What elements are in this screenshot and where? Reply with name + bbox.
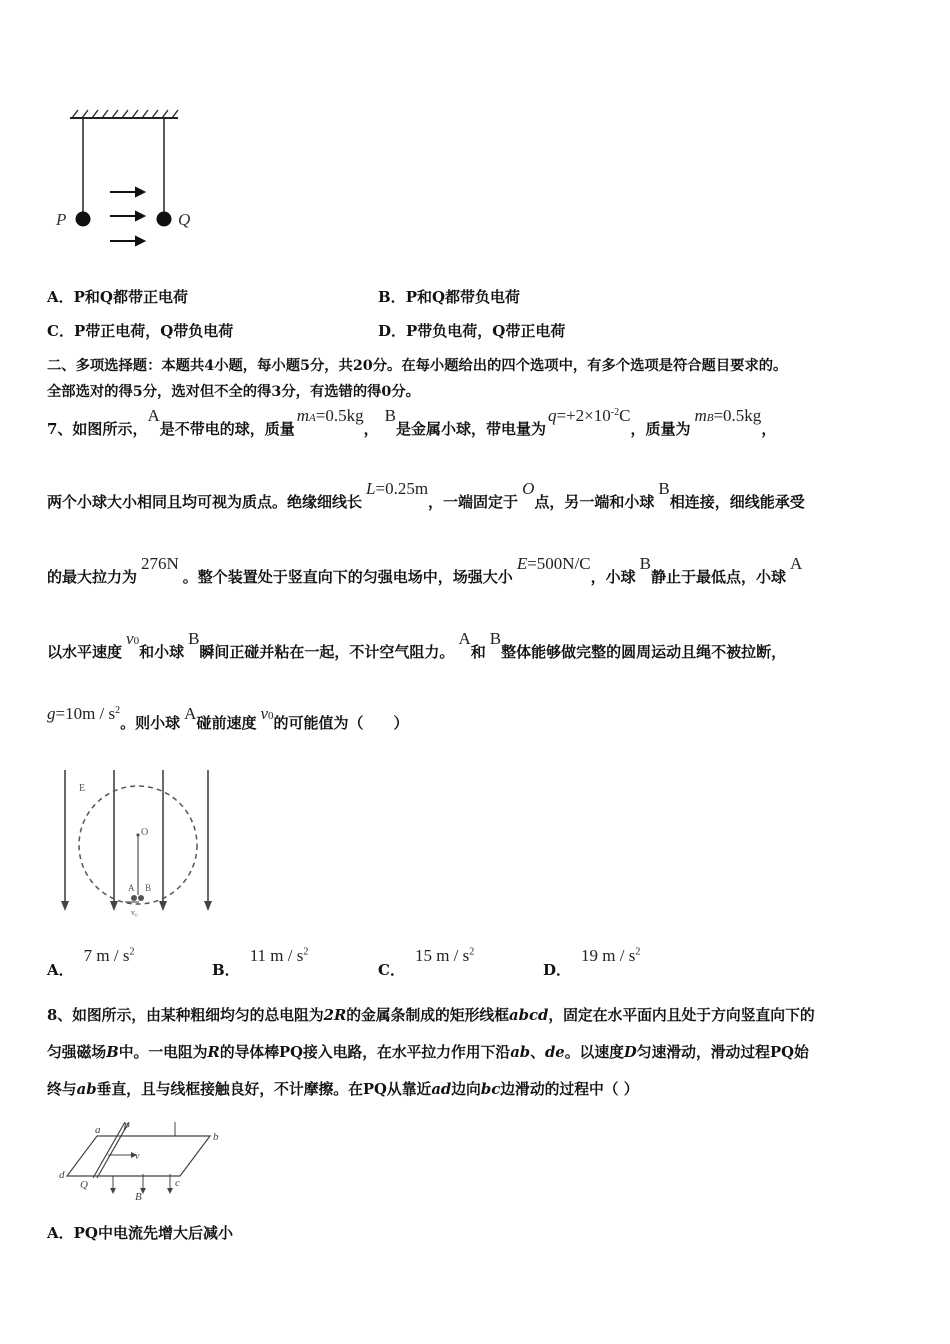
label-c: c	[175, 1177, 180, 1189]
field-lines	[65, 770, 208, 903]
field-arrows	[110, 188, 144, 245]
q6-option-b[interactable]: B．P和Q都带负电荷	[378, 288, 521, 306]
q6-option-c[interactable]: C．P带正电荷，Q带负电荷	[47, 322, 234, 340]
label-p: P	[56, 210, 67, 229]
label-d: d	[59, 1169, 65, 1181]
section2-line1: 二、多项选择题：本题共4小题，每小题5分，共20分。在每小题给出的四个选项中，有多个选项是符合题目要求的。	[47, 358, 788, 374]
q8-option-a[interactable]: A．PQ中电流先增大后减小	[47, 1224, 233, 1242]
q7-option-b[interactable]: B．11 m / $s^2$	[212, 946, 309, 979]
label-e: E	[79, 783, 86, 794]
label-o: O	[141, 827, 149, 838]
label-b: B	[145, 883, 152, 893]
label-q: Q	[178, 210, 191, 229]
ball-b	[138, 895, 144, 901]
ball-a	[131, 895, 137, 901]
q8-line2: 匀强磁场B中。一电阻为R的导体棒PQ接入电路，在水平拉力作用下沿ab、de。以速度D匀速滑动，滑动过程PQ始	[47, 1044, 809, 1061]
label-a: A	[128, 883, 135, 893]
q8-line1: 8、如图所示，由某种粗细均匀的总电阻为2R的金属条制成的矩形线框abcd，固定在水平面内且处于方向竖直向下的	[47, 1007, 815, 1024]
q8-figure	[55, 1118, 235, 1203]
q6-option-a[interactable]: A．P和Q都带正电荷	[47, 288, 188, 306]
ball-p	[76, 212, 91, 227]
label-b: b	[213, 1131, 219, 1143]
label-p: P	[123, 1121, 130, 1133]
q8-line3: 终与ab垂直，且与线框接触良好，不计摩擦。在PQ从靠近ad边向bc边滑动的过程中（ ）	[47, 1081, 639, 1098]
ball-q	[157, 212, 172, 227]
q7-option-d[interactable]: D．19 m / $s^2$	[543, 946, 641, 979]
label-v: v	[135, 1151, 140, 1162]
pivot-o	[136, 833, 139, 836]
q7-option-c[interactable]: C．15 m / $s^2$	[378, 946, 475, 979]
q7-option-a[interactable]: A．7 m / $s^2$	[47, 946, 135, 979]
q7-line2: 两个小球大小相同且均可视为质点。绝缘细线长L=0.25m，一端固定于O点，另一端和小球B相连接，细线能承受	[47, 479, 805, 511]
q6-option-d[interactable]: D．P带负电荷，Q带正电荷	[378, 322, 566, 340]
q7-line1: 7、如图所示，A是不带电的球，质量mA=0.5kg，B是金属小球，带电量为$q=+2\times 10^{-2}C$，质量为mB=0.5kg，	[47, 406, 777, 438]
q6-figure	[50, 108, 200, 258]
section2-line2: 全部选对的得5分，选对但不全的得3分，有选错的得0分。	[47, 384, 420, 400]
label-v0: v₀	[131, 908, 138, 917]
label-a: a	[95, 1124, 101, 1136]
label-b-field: B	[135, 1191, 142, 1203]
q7-line5: $g=10m / s^2$。则小球 A碰前速度 v0的可能值为（ ）	[47, 704, 409, 732]
q7-line4: 以水平速度v0和小球B瞬间正碰并粘在一起，不计空气阻力。A和B整体能够做完整的圆周运动且绳不被拉断，	[47, 629, 787, 661]
label-q: Q	[80, 1179, 88, 1191]
q7-line3: 的最大拉力为276N。整个装置处于竖直向下的匀强电场中，场强大小E=500N/C，小球B静止于最低点，小球A	[47, 554, 803, 586]
q7-figure	[55, 765, 225, 925]
ceiling-hatch	[72, 110, 178, 118]
